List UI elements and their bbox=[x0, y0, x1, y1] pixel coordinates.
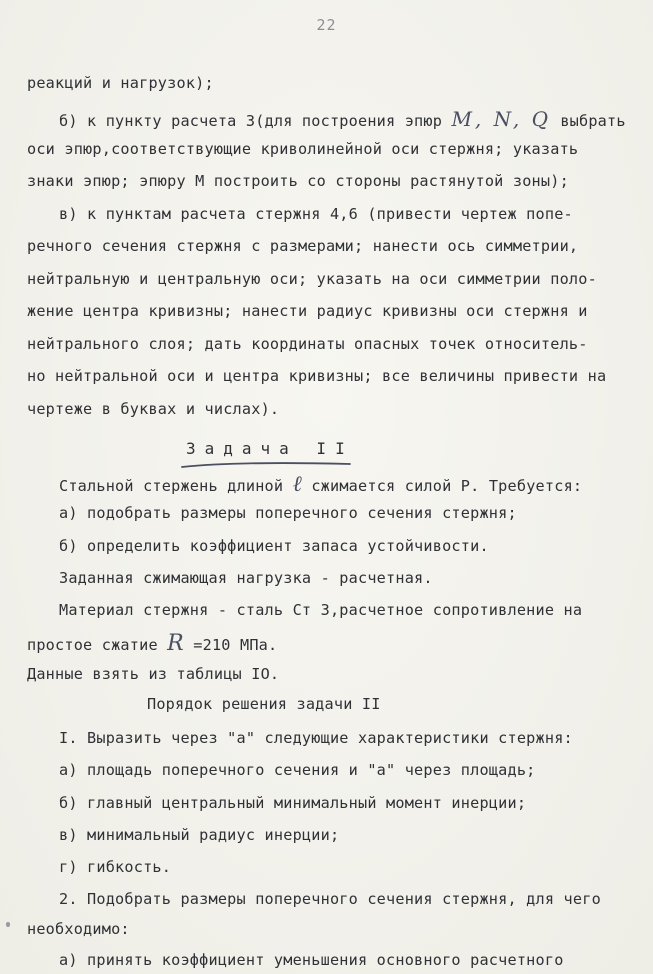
text-fragment: Стальной стержень длиной bbox=[59, 477, 284, 495]
section-title: Порядок решения задачи II bbox=[147, 695, 381, 713]
text-line: необходимо: bbox=[27, 920, 130, 938]
text-line: реакций и нагрузок); bbox=[27, 74, 214, 92]
text-line: знаки эпюр; эпюру М построить со стороны растянутой зоны); bbox=[27, 172, 569, 190]
scan-speck bbox=[6, 922, 10, 927]
section-title: Задача II bbox=[186, 439, 354, 458]
text-line: 2. Подобрать размеры поперечного сечения стержня, для чего bbox=[59, 890, 601, 908]
text-fragment: простое сжатие bbox=[27, 636, 158, 654]
text-line: Данные взять из таблицы IO. bbox=[27, 665, 280, 683]
handwritten-symbol: R bbox=[167, 631, 184, 656]
text-fragment: сжимается силой Р. Требуется: bbox=[311, 477, 583, 495]
page-number: 22 bbox=[316, 16, 337, 34]
text-line: г) гибкость. bbox=[59, 858, 172, 876]
handwritten-symbol: ℓ bbox=[292, 472, 302, 497]
text-line: а) площадь поперечного сечения и "а" через площадь; bbox=[59, 761, 536, 779]
text-line bbox=[59, 471, 582, 497]
text-line: речного сечения стержня с размерами; нанести ось симметрии, bbox=[27, 237, 579, 255]
text-line: нейтральную и центральную оси; указать на оси симметрии поло- bbox=[27, 270, 597, 288]
text-line: чертеже в буквах и числах). bbox=[27, 400, 280, 418]
text-line: б) главный центральный минимальный момент инерции; bbox=[59, 794, 527, 812]
text-line: в) к пунктам расчета стержня 4,6 (привести чертеж попе- bbox=[59, 205, 573, 223]
text-fragment: =210 МПа. bbox=[193, 636, 278, 654]
text-line: Материал стержня - сталь Ст 3,расчетное сопротивление на bbox=[59, 601, 583, 619]
text-line bbox=[27, 631, 277, 656]
text-line: I. Выразить через "а" следующие характеристики стержня: bbox=[59, 729, 573, 747]
text-fragment: б) к пункту расчета 3(для построения эпюр bbox=[59, 112, 443, 130]
text-line: а) подобрать размеры поперечного сечения стержня; bbox=[59, 504, 517, 522]
handwritten-underline bbox=[180, 460, 352, 470]
text-line: жение центра кривизны; нанести радиус кривизны оси стержня и bbox=[27, 302, 588, 320]
text-line: Заданная сжимающая нагрузка - расчетная. bbox=[59, 569, 433, 587]
text-line bbox=[59, 107, 626, 131]
text-line: в) минимальный радиус инерции; bbox=[59, 826, 340, 844]
text-fragment: выбрать bbox=[560, 112, 626, 130]
text-line: нейтрального слоя; дать координаты опасных точек относитель- bbox=[27, 335, 588, 353]
handwritten-symbols: M, N, Q bbox=[451, 107, 551, 131]
text-line: а) принять коэффициент уменьшения основного расчетного bbox=[59, 951, 564, 969]
text-line: оси эпюр,соответствующие криволинейной оси стержня; указать bbox=[27, 140, 579, 158]
text-line: но нейтральной оси и центра кривизны; все величины привести на bbox=[27, 367, 607, 385]
text-line: б) определить коэффициент запаса устойчивости. bbox=[59, 537, 489, 555]
